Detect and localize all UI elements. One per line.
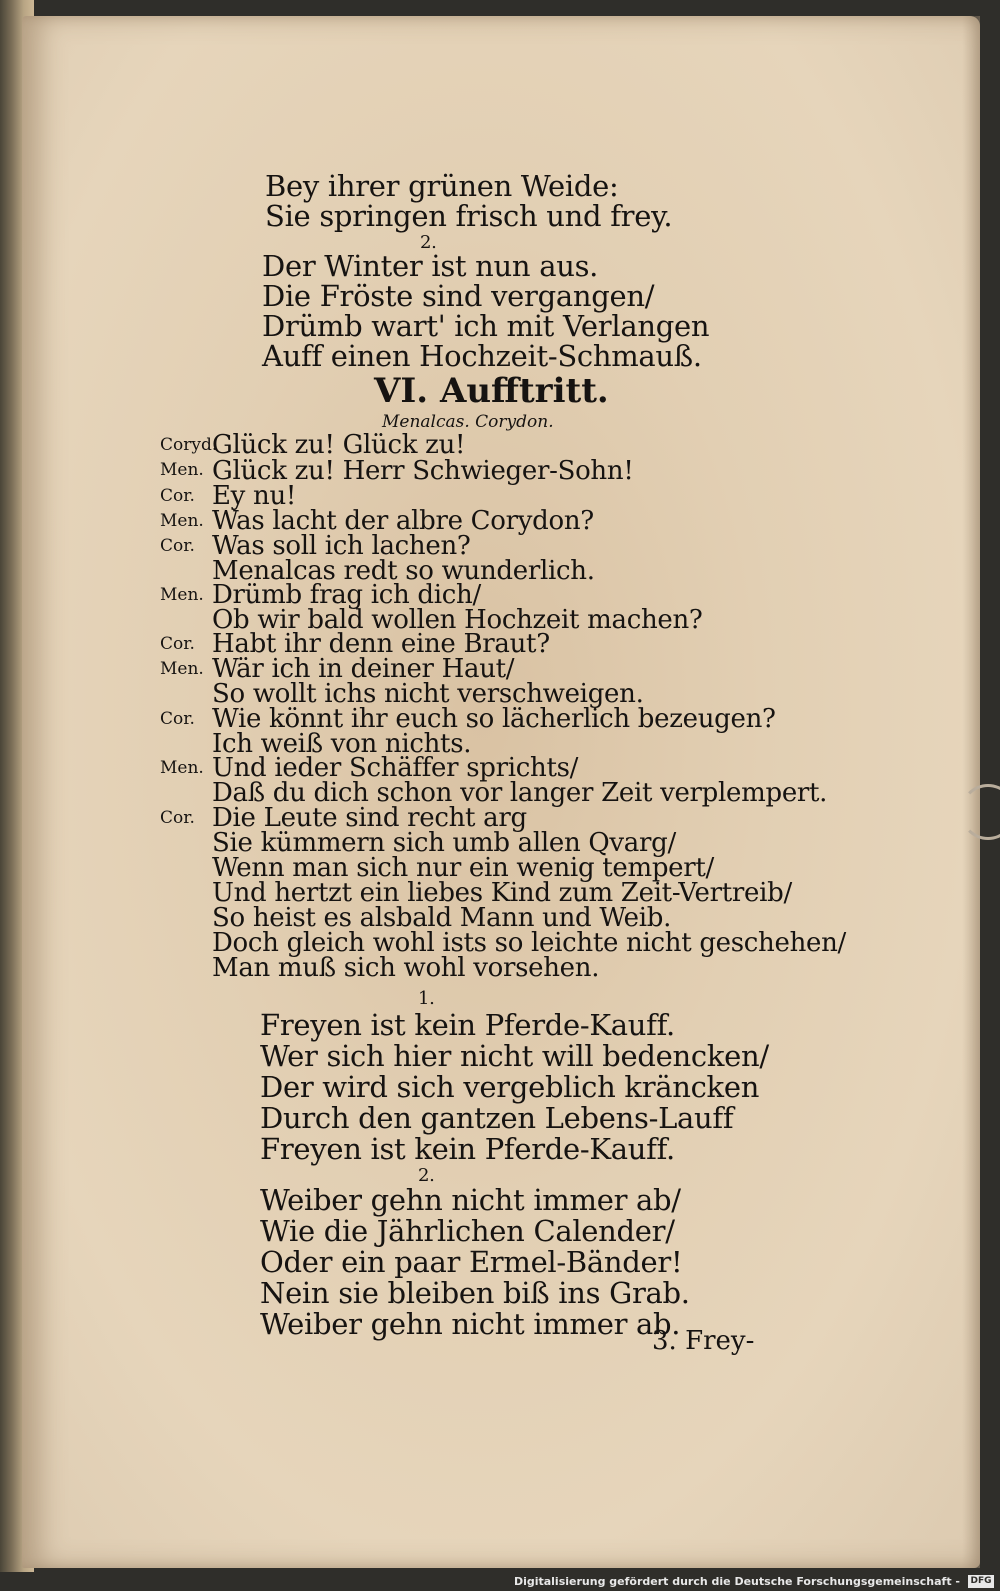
verse-line: Wie die Jährlichen Calender/: [260, 1214, 675, 1248]
dialogue-text: Menalcas redt so wunderlich.: [212, 556, 595, 586]
verse-line: Auff einen Hochzeit-Schmauß.: [262, 339, 702, 373]
dialogue-text: Drümb frag ich dich/: [212, 580, 481, 610]
verse-line: Oder ein paar Ermel-Bänder!: [260, 1245, 683, 1279]
dialogue-text: Daß du dich schon vor langer Zeit verplempert.: [212, 778, 828, 808]
dialogue-text: Glück zu! Herr Schwieger-Sohn!: [212, 456, 634, 486]
dialogue-text: Ey nu!: [212, 481, 297, 511]
dialogue-text: Wenn man sich nur ein wenig tempert/: [212, 853, 715, 883]
catchword: 3. Frey-: [652, 1326, 755, 1356]
page-text: [22, 16, 980, 1568]
scene-heading: VI. Aufftritt.: [374, 371, 609, 411]
dialogue-text: Was lacht der albre Corydon?: [212, 506, 594, 536]
verse-line: Weiber gehn nicht immer ab/: [260, 1183, 681, 1217]
stanza-number: 2.: [418, 1165, 435, 1186]
dialogue-text: Sie kümmern sich umb allen Qvarg/: [212, 828, 676, 858]
verse-line: Bey ihrer grünen Weide:: [265, 169, 619, 203]
cast-list: Menalcas. Corydon.: [382, 412, 554, 432]
digitization-footer: [0, 1572, 1000, 1591]
speaker-label: Men.: [160, 758, 204, 778]
speaker-label: Cor.: [160, 536, 195, 556]
dialogue-text: Was soll ich lachen?: [212, 531, 471, 561]
dialogue-text: So wollt ichs nicht verschweigen.: [212, 679, 644, 709]
speaker-label: Men.: [160, 460, 204, 480]
dialogue-text: Wie könnt ihr euch so lächerlich bezeugen?: [212, 704, 776, 734]
verse-line: Weiber gehn nicht immer ab.: [260, 1307, 681, 1341]
verse-line: Der wird sich vergeblich kräncken: [260, 1070, 760, 1104]
stanza-number: 1.: [418, 988, 435, 1009]
dfg-logo: DFG: [968, 1575, 994, 1588]
verse-line: Freyen ist kein Pferde-Kauff.: [260, 1132, 675, 1166]
speaker-label: Men.: [160, 659, 204, 679]
dialogue-text: Glück zu! Glück zu!: [212, 430, 466, 460]
speaker-label: Cor.: [160, 634, 195, 654]
verse-line: Wer sich hier nicht will bedencken/: [260, 1039, 769, 1073]
speaker-label: Men.: [160, 585, 204, 605]
dialogue-text: Ob wir bald wollen Hochzeit machen?: [212, 605, 703, 635]
funding-credit: Digitalisierung gefördert durch die Deutsche Forschungsgemeinschaft -: [513, 1575, 960, 1588]
speaker-label: Cor.: [160, 709, 195, 729]
dialogue-text: Wär ich in deiner Haut/: [212, 654, 515, 684]
dialogue-text: Doch gleich wohl ists so leichte nicht geschehen/: [212, 928, 847, 958]
speaker-label: Cor.: [160, 486, 195, 506]
stanza-number: 2.: [420, 232, 437, 253]
dialogue-text: So heist es alsbald Mann und Weib.: [212, 903, 672, 933]
speaker-label: Cor.: [160, 808, 195, 828]
dialogue-text: Die Leute sind recht arg: [212, 803, 527, 833]
verse-line: Sie springen frisch und frey.: [265, 199, 673, 233]
book-page: [22, 16, 980, 1568]
speaker-label: Men.: [160, 511, 204, 531]
verse-line: Drümb wart' ich mit Verlangen: [262, 309, 710, 343]
verse-line: Nein sie bleiben biß ins Grab.: [260, 1276, 690, 1310]
verse-line: Durch den gantzen Lebens-Lauff: [260, 1101, 734, 1135]
verse-line: Die Fröste sind vergangen/: [262, 279, 655, 313]
dialogue-text: Und hertzt ein liebes Kind zum Zeit-Vertreib/: [212, 878, 792, 908]
dialogue-text: Habt ihr denn eine Braut?: [212, 629, 550, 659]
dialogue-text: Man muß sich wohl vorsehen.: [212, 953, 600, 983]
dialogue-text: Und ieder Schäffer sprichts/: [212, 753, 579, 783]
dialogue-text: Ich weiß von nichts.: [212, 729, 472, 759]
verse-line: Freyen ist kein Pferde-Kauff.: [260, 1008, 675, 1042]
verse-line: Der Winter ist nun aus.: [262, 249, 599, 283]
speaker-label: Coryd.: [160, 435, 218, 455]
